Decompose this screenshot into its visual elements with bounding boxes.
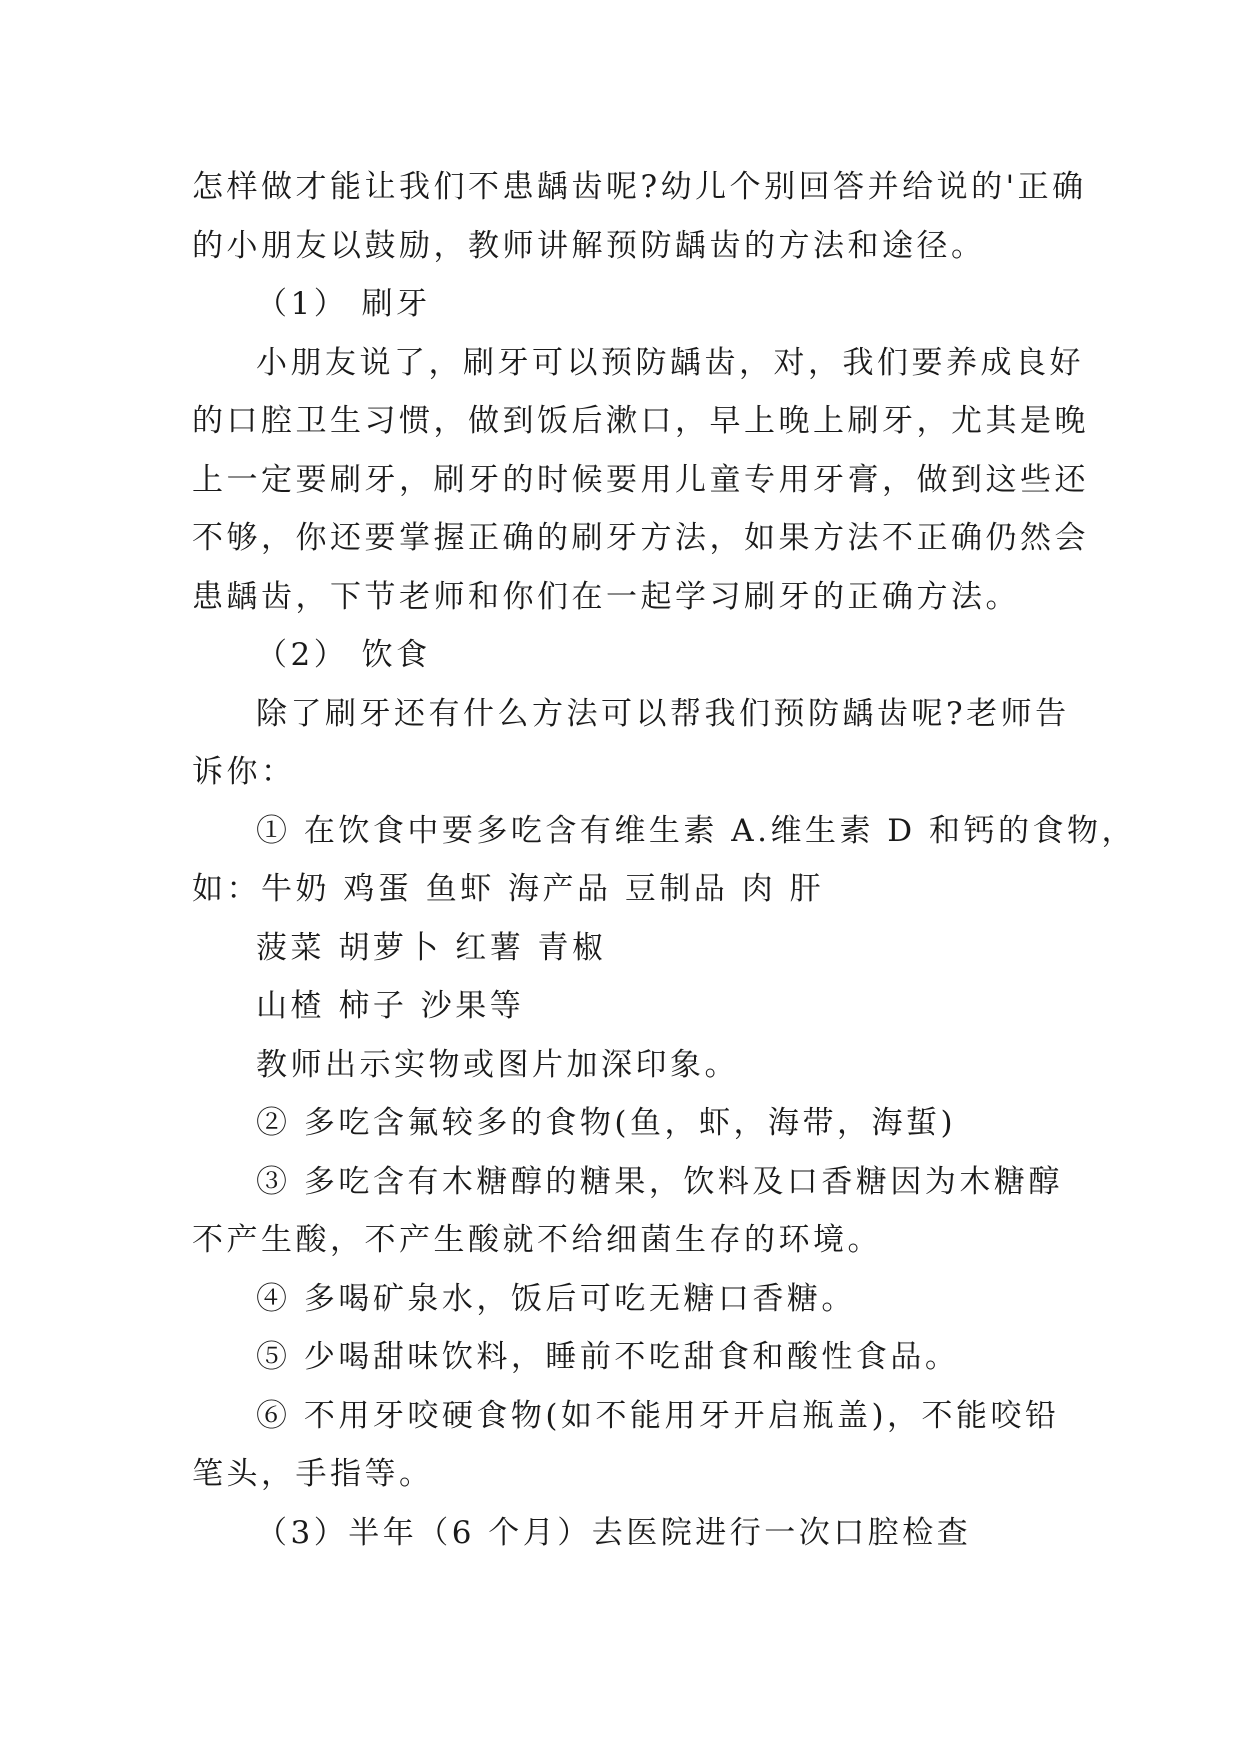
paragraph-line: 诉你：: [192, 754, 296, 790]
paragraph-line: 的口腔卫生习惯，做到饭后漱口，早上晚上刷牙，尤其是晚: [192, 403, 1089, 439]
paragraph-line: 不够，你还要掌握正确的刷牙方法，如果方法不正确仍然会: [192, 520, 1089, 556]
paragraph-line: 小朋友说了，刷牙可以预防龋齿，对，我们要养成良好: [256, 344, 1084, 381]
paragraph-line: 教师出示实物或图片加深印象。: [256, 1046, 739, 1083]
section-heading-checkup: （3）半年（6 个月）去医院进行一次口腔检查: [256, 1514, 972, 1551]
list-item-2: ② 多吃含氟较多的食物(鱼，虾，海带，海蜇): [256, 1105, 957, 1141]
paragraph-line: 不产生酸，不产生酸就不给细菌生存的环境。: [192, 1222, 882, 1258]
paragraph-line: 菠菜 胡萝卜 红薯 青椒: [256, 929, 607, 966]
paragraph-line: 如：牛奶 鸡蛋 鱼虾 海产品 豆制品 肉 肝: [192, 871, 825, 907]
paragraph-line: 笔头，手指等。: [192, 1456, 434, 1492]
paragraph-line: 的小朋友以鼓励，教师讲解预防龋齿的方法和途径。: [192, 227, 986, 264]
paragraph-line: 患龋齿，下节老师和你们在一起学习刷牙的正确方法。: [192, 578, 1020, 615]
section-heading-brushing: （1） 刷牙: [256, 286, 431, 322]
paragraph-line: 上一定要刷牙，刷牙的时候要用儿童专用牙膏，做到这些还: [192, 461, 1089, 498]
list-item-5: ⑤ 少喝甜味饮料，睡前不吃甜食和酸性食品。: [256, 1339, 960, 1375]
list-item-3: ③ 多吃含有木糖醇的糖果，饮料及口香糖因为木糖醇: [256, 1163, 1063, 1200]
list-item-6: ⑥ 不用牙咬硬食物(如不能用牙开启瓶盖)，不能咬铅: [256, 1397, 1060, 1434]
document-body: [192, 158, 1137, 1562]
list-item-4: ④ 多喝矿泉水，饭后可吃无糖口香糖。: [256, 1280, 856, 1317]
paragraph-line: 山楂 柿子 沙果等: [256, 988, 525, 1024]
paragraph-line: 怎样做才能让我们不患龋齿呢?幼儿个别回答并给说的'正确: [192, 169, 1087, 205]
section-heading-diet: （2） 饮食: [256, 637, 431, 673]
paragraph-line: 除了刷牙还有什么方法可以帮我们预防龋齿呢?老师告: [256, 695, 1070, 732]
list-item-1: ① 在饮食中要多吃含有维生素 A.维生素 D 和钙的食物，: [256, 812, 1137, 849]
